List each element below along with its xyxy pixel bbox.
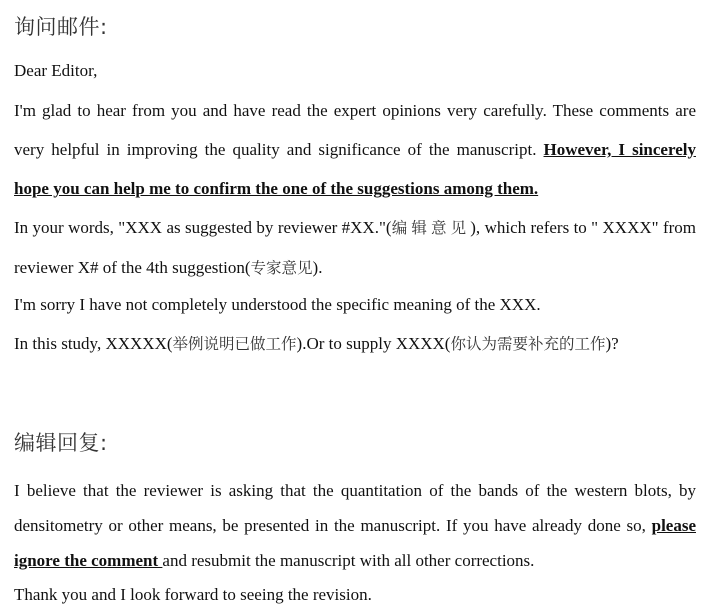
inquiry-paragraph-4-text-b: ).Or to supply XXXX( (296, 334, 451, 353)
expert-opinion-note: 专家意见 (250, 259, 313, 277)
reply-paragraph-1-tail: and resubmit the manuscript with all other corrections. (162, 551, 535, 570)
inquiry-paragraph-4 (14, 330, 696, 358)
inquiry-paragraph-2-text-a: In your words, "XXX as suggested by reviewer #XX."( (14, 218, 392, 237)
editor-opinion-note: 编辑意见 (391, 219, 471, 237)
reply-heading: 编辑回复: (14, 431, 108, 455)
inquiry-paragraph-2-text-b: ), which refers to " XXXX" from reviewer X# of the 4th suggestion( (14, 218, 696, 277)
inquiry-paragraph-4-text-a: In this study, XXXXX( (14, 334, 173, 353)
reply-emphasis-text: please ignore the comment (14, 516, 696, 570)
inquiry-paragraph-3: I'm sorry I have not completely understood the specific meaning of the XXX. (14, 295, 541, 314)
inquiry-paragraph-2-text-c: ). (312, 258, 323, 277)
work-to-add-note: 你认为需要补充的工作 (450, 335, 606, 353)
inquiry-heading: 询问邮件: (14, 15, 108, 39)
reply-paragraph-1 (14, 473, 696, 578)
inquiry-paragraph-2 (14, 208, 696, 288)
inquiry-paragraph-1 (14, 91, 696, 208)
greeting-line: Dear Editor, (14, 61, 98, 80)
inquiry-paragraph-4-text-c: )? (605, 334, 619, 353)
reply-paragraph-1-text: I believe that the reviewer is asking that the quantitation of the bands of the western blots, by densitometry or other means, be presented in the manuscript. If you have already done so, (14, 481, 696, 535)
closing-line: Thank you and I look forward to seeing the revision. (14, 585, 372, 604)
work-done-note: 举例说明已做工作 (172, 335, 297, 353)
inquiry-emphasis-text: However, I sincerely hope you can help me to confirm the one of the suggestions among them. (14, 140, 696, 198)
inquiry-paragraph-1-text: I'm glad to hear from you and have read the expert opinions very carefully. These comments are very helpful in improving the quality and significance of the manuscript. (14, 101, 696, 159)
